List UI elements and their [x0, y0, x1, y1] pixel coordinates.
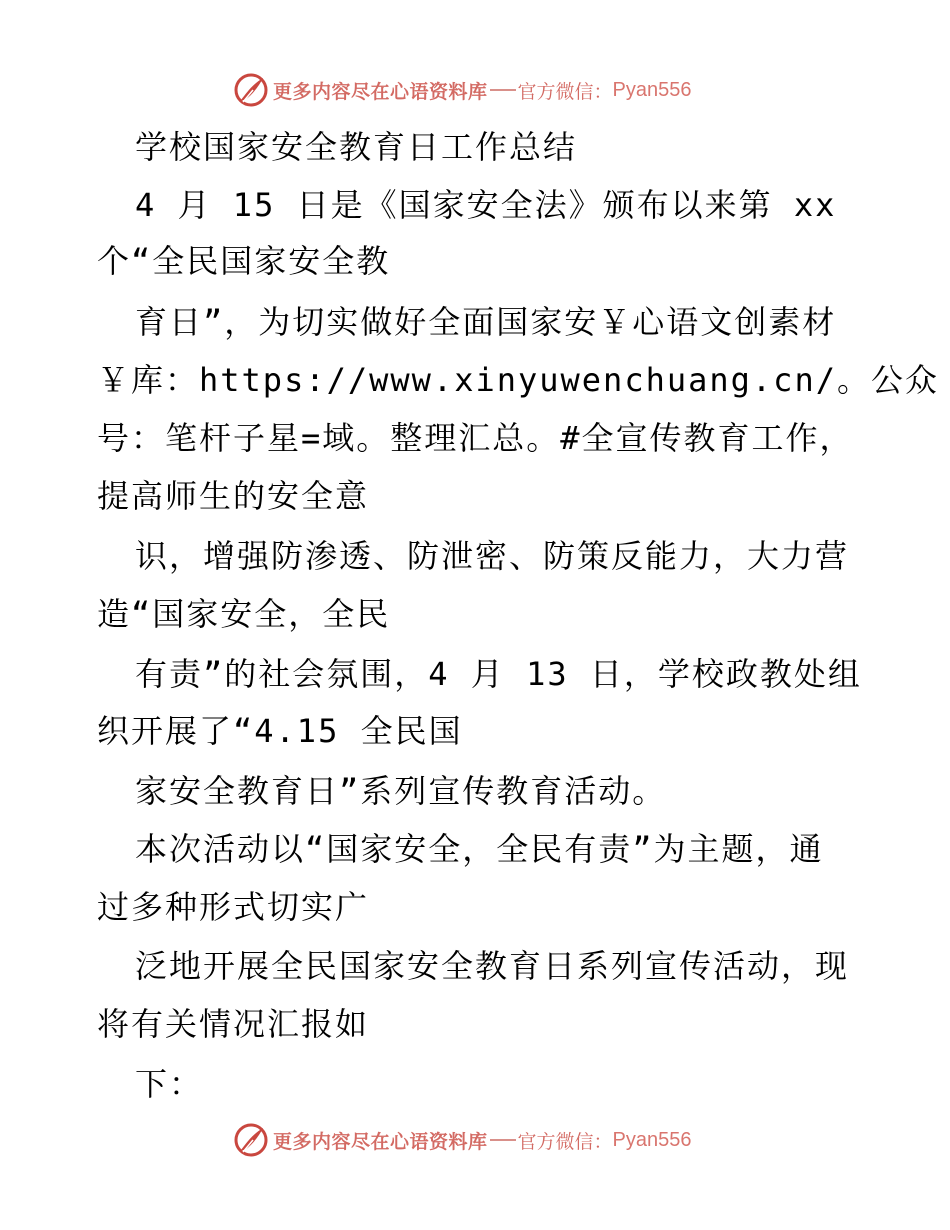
- paragraph-line: 个“全民国家安全教: [97, 242, 391, 280]
- brand-text: 更多内容尽在心语资料库: [273, 80, 488, 103]
- feather-quill-logo-icon: [233, 1122, 269, 1158]
- banner-dash: [490, 1139, 516, 1141]
- paragraph-line: 下：: [135, 1065, 204, 1103]
- paragraph-line: 本次活动以“国家安全，全民有责”为主题，通: [135, 830, 824, 868]
- wechat-id: Pyan556: [612, 78, 692, 101]
- footer-watermark-banner: [233, 1120, 692, 1160]
- banner-dash: [490, 89, 516, 91]
- document-title: 学校国家安全教育日工作总结: [135, 128, 578, 166]
- official-wechat-label: 官方微信：: [517, 80, 613, 103]
- wechat-id: Pyan556: [612, 1128, 692, 1151]
- paragraph-line: 有责”的社会氛围，4 月 13 日，学校政教处组: [135, 655, 862, 693]
- paragraph-line: 织开展了“4.15 全民国: [97, 712, 463, 750]
- paragraph-line: 泛地开展全民国家安全教育日系列宣传活动，现: [135, 947, 850, 985]
- paragraph-line: 过多种形式切实广: [97, 888, 370, 926]
- official-wechat-label: 官方微信：: [517, 1130, 613, 1153]
- header-watermark-banner: [233, 70, 692, 110]
- paragraph-line: 提高师生的安全意: [97, 477, 370, 515]
- paragraph-line: 家安全教育日”系列宣传教育活动。: [135, 772, 667, 810]
- brand-text: 更多内容尽在心语资料库: [273, 1130, 488, 1153]
- feather-quill-logo-icon: [233, 72, 269, 108]
- paragraph-line: 识，增强防渗透、防泄密、防策反能力，大力营: [135, 537, 850, 575]
- paragraph-line: ￥库：https://www.xinyuwenchuang.cn/。公众: [97, 361, 939, 399]
- paragraph-line: 号：笔杆子星=域。整理汇总。#全宣传教育工作，: [97, 419, 854, 457]
- paragraph-line: 育日”，为切实做好全面国家安￥心语文创素材: [135, 303, 837, 341]
- paragraph-line: 将有关情况汇报如: [97, 1005, 370, 1043]
- paragraph-line: 4 月 15 日是《国家安全法》颁布以来第 xx: [135, 186, 837, 224]
- paragraph-line: 造“国家安全，全民: [97, 595, 391, 633]
